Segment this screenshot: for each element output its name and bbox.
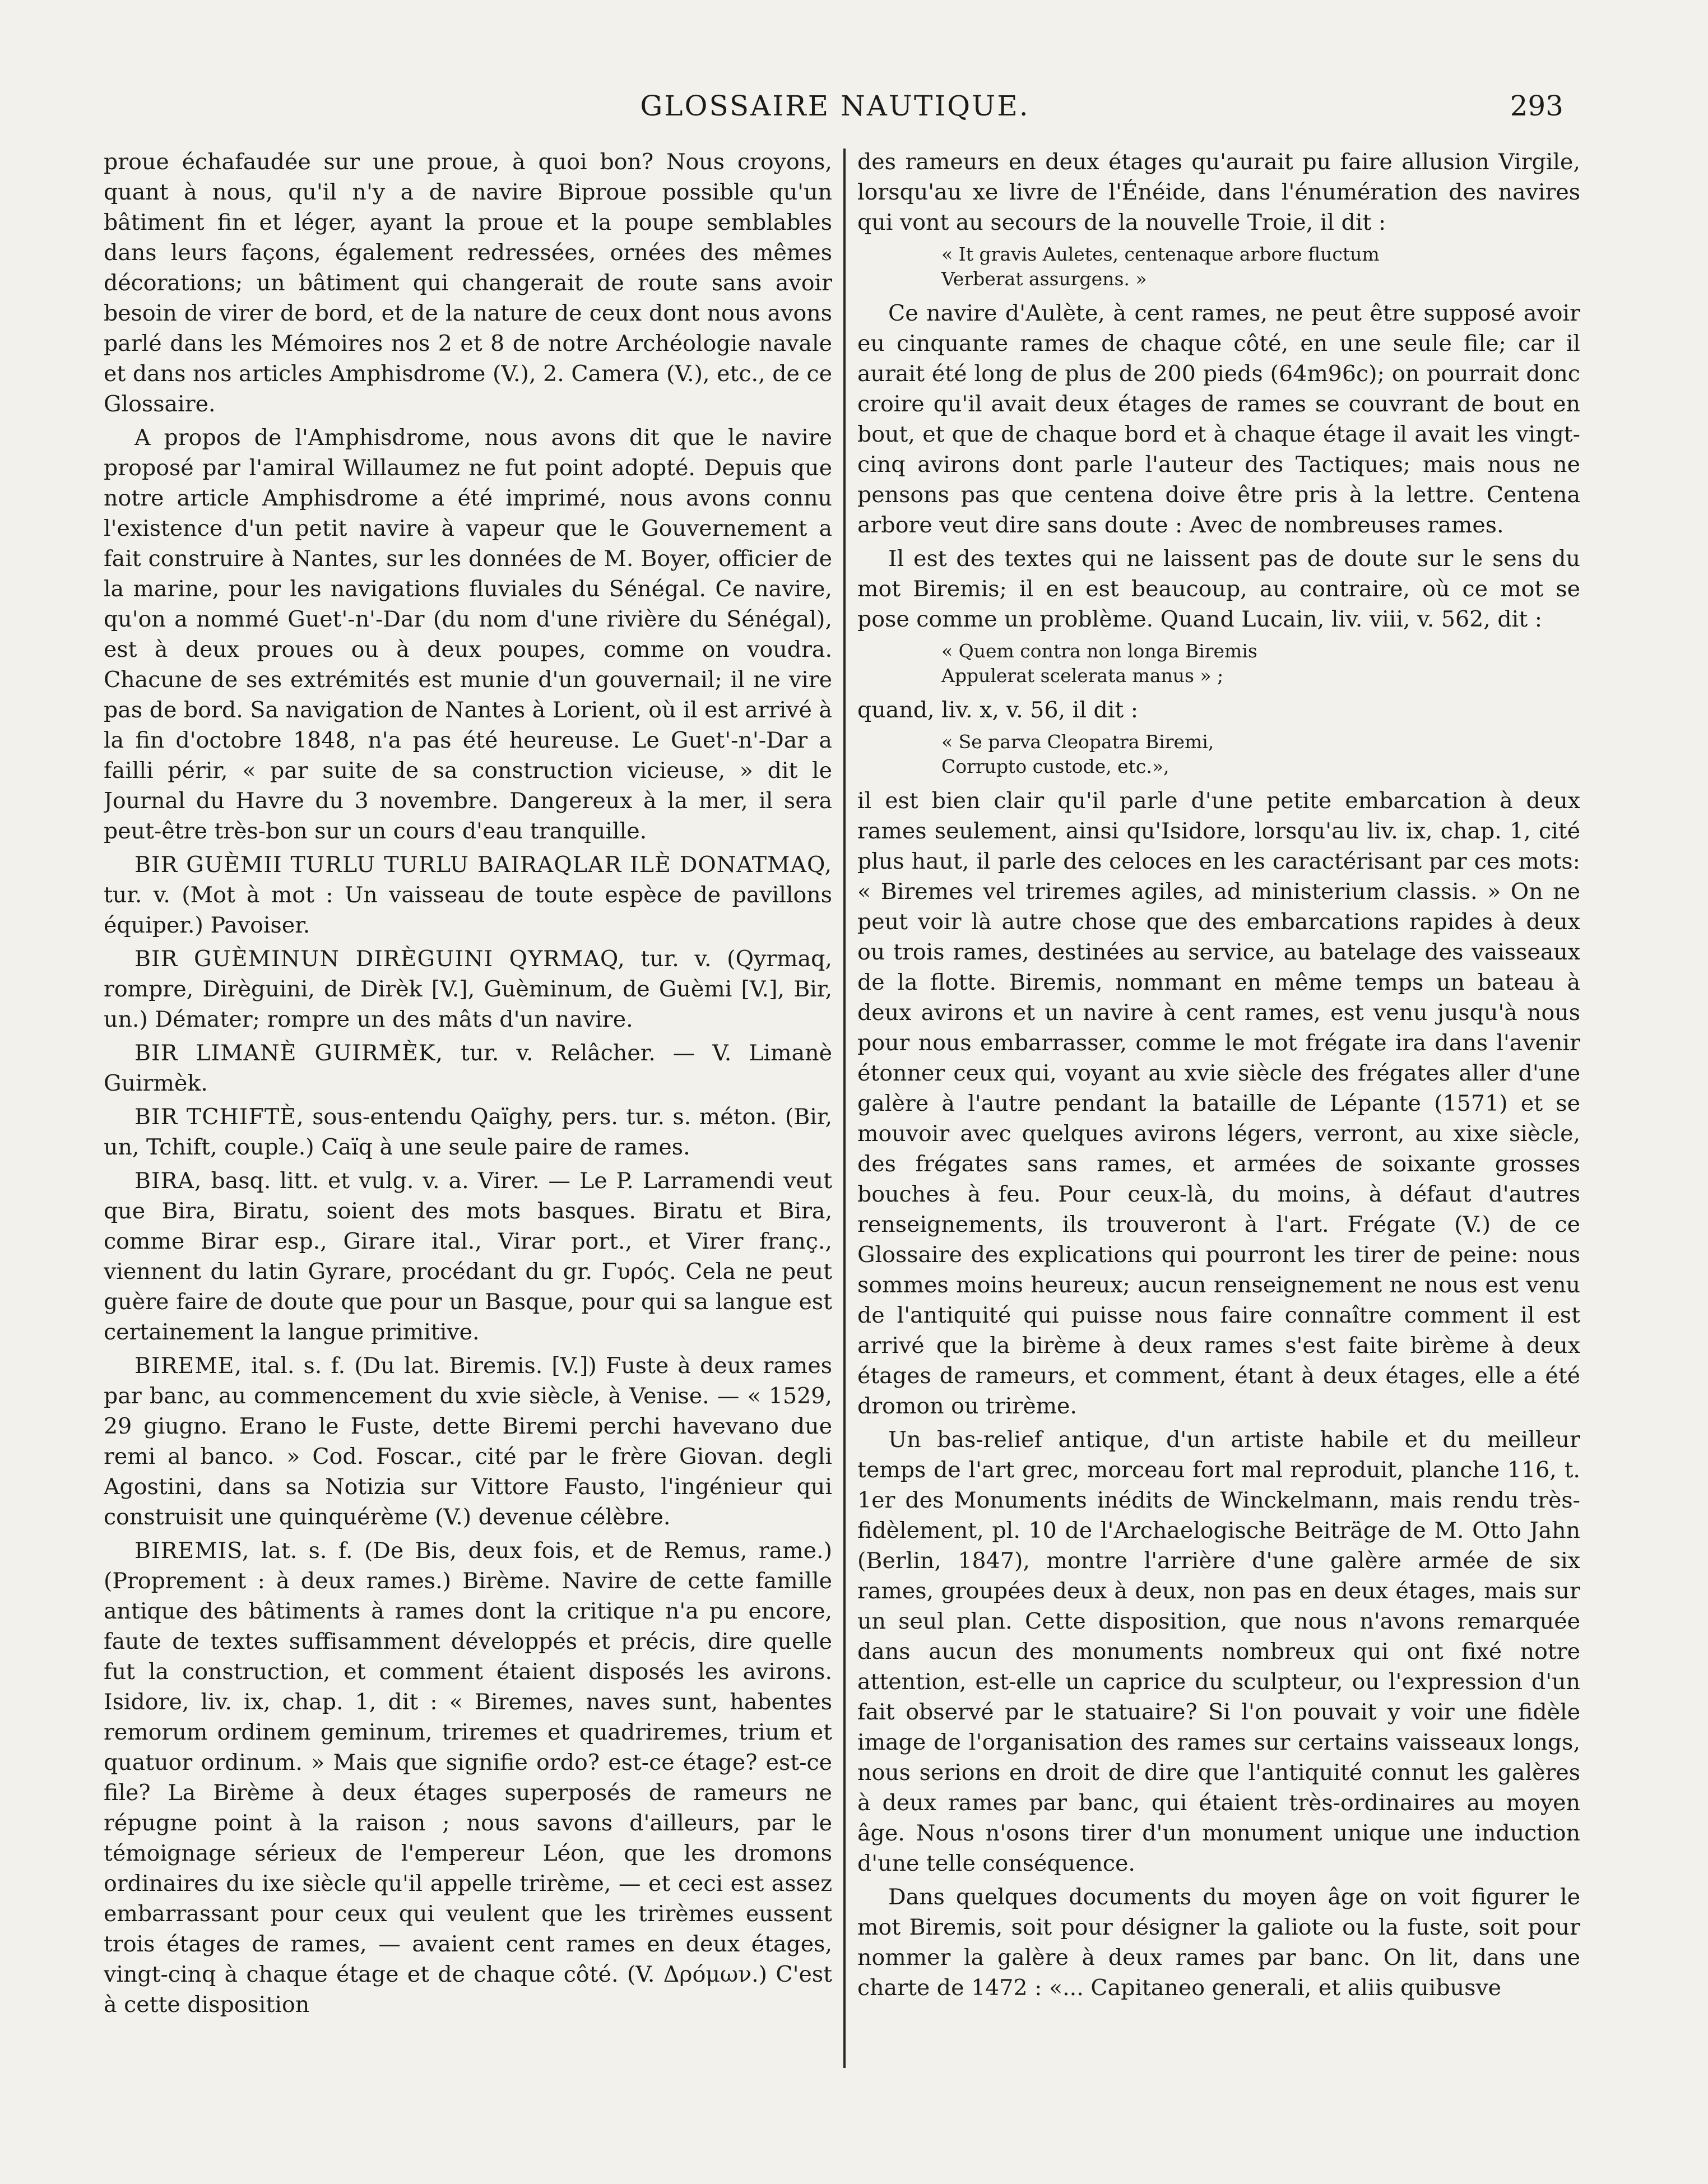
verse-quote: [941, 242, 1580, 291]
verse-line: Verberat assurgens. »: [941, 268, 1147, 290]
headword: BIREME,: [134, 1353, 243, 1379]
definition: tur. v. Relâcher. — V. Limanè Guirmèk.: [104, 1040, 832, 1096]
paragraph: Il est des textes qui ne laissent pas de doute sur le sens du mot Biremis; il en est beaucoup, au contraire, où ce mot se pose comme un problème. Quand Lucain, liv. viii, v. 562, dit :: [857, 546, 1580, 632]
entry-bir-limane: [104, 1038, 832, 1098]
page-number: 293: [1510, 90, 1563, 122]
paragraph: quand, liv. x, v. 56, il dit :: [857, 697, 1139, 723]
paragraph: Dans quelques documents du moyen âge on voit figurer le mot Biremis, soit pour désigner la galiote ou la fuste, soit pour nommer la galère à deux rames par banc. On lit, dans une charte de 1472 : «... Capitaneo generali, et aliis quibusve: [857, 1884, 1580, 2001]
paragraph: A propos de l'Amphisdrome, nous avons dit que le navire proposé par l'amiral Willaumez ne fut point adopté. Depuis que notre article Amphisdrome a été imprimé, nous avons connu l'existence d'un petit navire à vapeur que le Gouvernement a fait construire à Nantes, sur les données de M. Boyer, officier de la marine, pour les navigations fluviales du Sénégal. Ce navire, qu'on a nommé Guet'-n'-Dar (du nom d'une rivière du Sénégal), est à deux proues ou à deux poupes, comme on voudra. Chacune de ses extrémités est munie d'un gouvernail; il ne vire pas de bord. Sa navigation de Nantes à Lorient, où il est arrivé à la fin d'octobre 1848, n'a pas été heureuse. Le Guet'-n'-Dar a failli périr, « par suite de sa construction vicieuse, » dit le Journal du Havre du 3 novembre. Dangereux à la mer, il sera peut-être très-bon sur un cours d'eau tranquille.: [104, 425, 832, 844]
paragraph: Ce navire d'Aulète, à cent rames, ne peut être supposé avoir eu cinquante rames de chaque côté, en une seule file; car il aurait été long de plus de 200 pieds (64m96c); on pourrait donc croire qu'il avait deux étages de rames se couvrant de bout en bout, et que de chaque bord et à chaque étage il avait les vingt-cinq avirons dont parle l'auteur des Tactiques; mais nous ne pensons pas que centena doive être pris à la lettre. Centena arbore veut dire sans doute : Avec de nombreuses rames.: [857, 300, 1580, 538]
headword: BIR LIMANÈ GUIRMÈK,: [134, 1040, 444, 1066]
verse-line: « It gravis Auletes, centenaque arbore fluctum: [941, 243, 1380, 265]
verse-line: Corrupto custode, etc.»,: [941, 755, 1169, 777]
definition: basq. litt. et vulg. v. a. Virer. — Le P. Larramendi veut que Bira, Biratu, soient des mots basques. Biratu et Bira, comme Birar esp., Girare ital., Virar port., et Virer franç., viennent du latin Gyrare, procédant du gr. Γυρός. Cela ne peut guère faire de doute que pour un Basque, pour qui sa langue est certainement la langue primitive.: [104, 1168, 832, 1345]
entry-bir-guemii: [104, 850, 832, 940]
entry-bireme: [104, 1351, 832, 1532]
paragraph: proue échafaudée sur une proue, à quoi bon? Nous croyons, quant à nous, qu'il n'y a de navire Biproue possible qu'un bâtiment fin et léger, ayant la proue et la poupe semblables dans leurs façons, également redressées, ornées des mêmes décorations; un bâtiment qui changerait de route sans avoir besoin de virer de bord, et de la nature de ceux dont nous avons parlé dans les Mémoires nos 2 et 8 de notre Archéologie navale et dans nos articles Amphisdrome (V.), 2. Camera (V.), etc., de ce Glossaire.: [104, 149, 832, 417]
definition: tur. v. (Qyrmaq, rompre, Dirèguini, de Dirèk [V.], Guèminum, de Guèmi [V.], Bir, un.) Démater; rompre un des mâts d'un navire.: [104, 946, 832, 1032]
headword: BIR TCHIFTÈ,: [134, 1104, 304, 1130]
definition: sous-entendu Qaïghy, pers. tur. s. méton. (Bir, un, Tchift, couple.) Caïq à une seule paire de rames.: [104, 1104, 832, 1160]
entry-bira: [104, 1166, 832, 1347]
paragraph: des rameurs en deux étages qu'aurait pu faire allusion Virgile, lorsqu'au xe livre de l'Énéide, dans l'énumération des navires qui vont au secours de la nouvelle Troie, il dit :: [857, 149, 1580, 235]
definition: tur. v. (Mot à mot : Un vaisseau de toute espèce de pavillons équiper.) Pavoiser.: [104, 882, 832, 938]
verse-quote: [941, 730, 1580, 779]
verse-line: « Se parva Cleopatra Biremi,: [941, 731, 1214, 753]
verse-line: Appulerat scelerata manus » ;: [941, 665, 1224, 687]
headword: BIREMIS,: [134, 1538, 250, 1564]
definition: lat. s. f. (De Bis, deux fois, et de Remus, rame.) (Proprement : à deux rames.) Birème. Navire de cette famille antique des bâtiments à rames dont la critique n'a pu encore, faute de textes suffisamment développés et précis, dire quelle fut la construction, et comment étaient disposés les avirons. Isidore, liv. ix, chap. 1, dit : « Biremes, naves sunt, habentes remorum ordinem geminum, triremes et quadriremes, trium et quatuor ordinum. » Mais que signifie ordo? est-ce étage? est-ce file? La Birème à deux étages superposés de rameurs ne répugne point à la raison ; nous savons d'ailleurs, par le témoignage sérieux de l'empereur Léon, que les dromons ordinaires du ixe siècle qu'il appelle trirème, — et ceci est assez embarrassant pour ceux qui veulent que les trirèmes eussent trois étages de rames, — avaient cent rames en deux étages, vingt-cinq à chaque étage et de chaque côté. (V. Δρόμων.) C'est à cette disposition: [104, 1538, 832, 2018]
headword: BIR GUÈMINUN DIRÈGUINI QYRMAQ,: [134, 946, 625, 972]
left-column: [104, 147, 832, 2086]
column-divider: [843, 149, 846, 2068]
verse-line: « Quem contra non longa Biremis: [941, 640, 1257, 662]
headword: BIR GUÈMII TURLU TURLU BAIRAQLAR ILÈ DONATMAQ,: [134, 852, 832, 878]
entry-bir-gueminun: [104, 944, 832, 1035]
paragraph: Un bas-relief antique, d'un artiste habile et du meilleur temps de l'art grec, morceau fort mal reproduit, planche 116, t. 1er des Monuments inédits de Winckelmann, mais rendu très-fidèlement, pl. 10 de l'Archaelogische Beiträge de M. Otto Jahn (Berlin, 1847), montre l'arrière d'une galère armée de six rames, groupées deux à deux, non pas en deux étages, mais sur un seul plan. Cette disposition, que nous n'avons remarquée dans aucun des monuments nombreux qui ont fixé notre attention, est-elle un caprice du sculpteur, ou l'expression d'un fait observé par le statuaire? Si l'on pouvait y voir une fidèle image de l'organisation des rames sur certains vaisseaux longs, nous serions en droit de dire que l'antiquité connut les galères à deux rames par banc, qui étaient très-ordinaires au moyen âge. Nous n'osons tirer d'un monument unique une induction d'une telle conséquence.: [857, 1427, 1580, 1876]
entry-bir-tchifte: [104, 1102, 832, 1162]
right-column: [857, 147, 1580, 2086]
page-header: [106, 84, 1563, 129]
definition: ital. s. f. (Du lat. Biremis. [V.]) Fuste à deux rames par banc, au commencement du xvie siècle, à Venise. — « 1529, 29 giugno. Erano le Fuste, dette Biremi perchi havevano due remi al banco. » Cod. Foscar., cité par le frère Giovan. degli Agostini, dans sa Notizia sur Vittore Fausto, l'ingénieur qui construisit une quinquérème (V.) devenue célèbre.: [104, 1353, 832, 1530]
paragraph: il est bien clair qu'il parle d'une petite embarcation à deux rames seulement, ainsi qu'Isidore, lorsqu'au liv. ix, chap. 1, cité plus haut, il parle des celoces en les caractérisant par ces mots: « Biremes vel triremes agiles, ad ministerium classis. » On ne peut voir là autre chose que des embarcations rapides à deux ou trois rames, destinées au service, au batelage des vaisseaux de la flotte. Biremis, nommant en même temps un bateau à deux avirons et un navire à cent rames, est venu jusqu'à nous pour nous embarrasser, comme le mot frégate ira dans l'avenir étonner ceux qui, voyant au xvie siècle des frégates aller d'une galère à l'autre pendant la bataille de Lépante (1571) et se mouvoir avec quelques avirons légers, verront, au xixe siècle, des frégates sans rames, et armées de soixante grosses bouches à feu. Pour ceux-là, du moins, à défaut d'autres renseignements, ils trouveront à l'art. Frégate (V.) de ce Glossaire des explications qui pourront les tirer de peine: nous sommes moins heureux; aucun renseignement ne nous est venu de l'antiquité qui puisse nous faire connaître comment il est arrivé que la birème à deux rames s'est faite birème à deux étages de rameurs, et comment, étant à deux étages, elle a été dromon ou trirème.: [857, 788, 1580, 1419]
running-title: GLOSSAIRE NAUTIQUE.: [640, 90, 1030, 122]
entry-biremis: [104, 1536, 832, 2020]
headword: BIRA,: [134, 1168, 202, 1194]
verse-quote: [941, 639, 1580, 688]
